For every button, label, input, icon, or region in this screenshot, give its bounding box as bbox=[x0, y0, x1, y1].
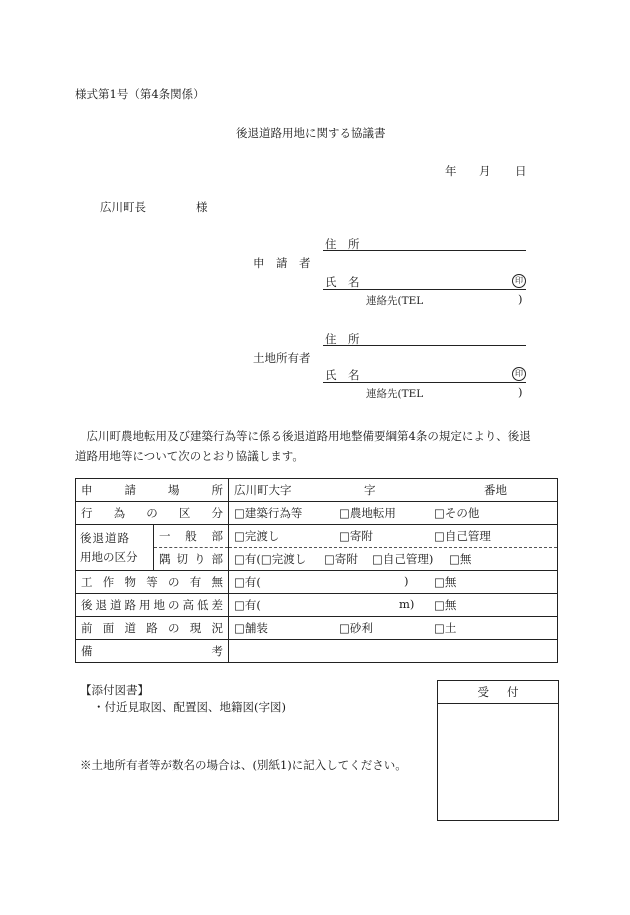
owner-seal-mark: 印 bbox=[512, 367, 526, 381]
date-day-label: 日 bbox=[515, 164, 527, 178]
structures-options-cell bbox=[229, 571, 558, 594]
applicant-name-line bbox=[323, 289, 526, 290]
table-row-height-diff bbox=[76, 594, 558, 617]
date-year-label: 年 bbox=[445, 164, 457, 178]
table-row-action bbox=[76, 502, 558, 525]
location-label-cell bbox=[76, 479, 229, 502]
road-option-gravel[interactable]: □砂利 bbox=[339, 621, 373, 635]
location-value-cell bbox=[229, 479, 558, 502]
applicant-seal-mark: 印 bbox=[512, 274, 526, 288]
structures-option-yes[interactable]: □有( bbox=[234, 575, 261, 589]
table-row-road-condition bbox=[76, 617, 558, 640]
remarks-label: 備 考 bbox=[81, 644, 223, 658]
remarks-value-cell[interactable] bbox=[229, 640, 558, 663]
general-options-cell bbox=[229, 525, 558, 548]
location-label: 申 請 場 所 bbox=[81, 483, 223, 497]
applicant-contact-label: 連絡先(TEL bbox=[366, 295, 424, 307]
corner-label: 隅 切 り 部 bbox=[159, 552, 223, 566]
owner-name-label: 氏 名 bbox=[325, 368, 360, 382]
date-month-label: 月 bbox=[479, 164, 491, 178]
road-option-soil[interactable]: □土 bbox=[434, 621, 457, 635]
document-title: 後退道路用地に関する協議書 bbox=[236, 126, 386, 140]
attachments-items: ・付近見取図、配置図、地籍図(字図) bbox=[93, 700, 286, 714]
applicant-label: 申 請 者 bbox=[253, 256, 311, 270]
owner-label: 土地所有者 bbox=[253, 351, 311, 365]
height-diff-options-cell bbox=[229, 594, 558, 617]
height-diff-unit: m) bbox=[399, 597, 415, 611]
corner-option-no[interactable]: □無 bbox=[449, 552, 472, 566]
action-label-cell bbox=[76, 502, 229, 525]
general-option-donation[interactable]: □寄附 bbox=[339, 529, 373, 543]
receipt-box bbox=[437, 680, 559, 821]
applicant-address-label: 住 所 bbox=[325, 237, 360, 251]
location-town-label: 広川町大字 bbox=[234, 483, 292, 497]
location-aza-label: 字 bbox=[364, 483, 376, 497]
receipt-header: 受付 bbox=[438, 681, 558, 704]
application-table bbox=[75, 478, 558, 663]
action-option-other[interactable]: □その他 bbox=[434, 506, 480, 520]
table-row-location bbox=[76, 479, 558, 502]
addressee-name: 広川町長 bbox=[100, 200, 146, 214]
action-label: 行 為 の 区 分 bbox=[81, 506, 223, 520]
classification-label-line1: 後退道路 bbox=[80, 530, 130, 545]
body-paragraph: 広川町農地転用及び建築行為等に係る後退道路用地整備要綱第4条の規定により、後退道路用地等について次のとおり協議します。 bbox=[75, 429, 531, 463]
classification-label-cell bbox=[76, 525, 154, 571]
corner-options-cell bbox=[229, 548, 558, 571]
owner-address-label: 住 所 bbox=[325, 332, 360, 346]
location-banchi-label: 番地 bbox=[484, 483, 507, 497]
owner-address-line bbox=[323, 345, 526, 346]
structures-label-cell bbox=[76, 571, 229, 594]
structures-label: 工 作 物 等 の 有 無 bbox=[81, 575, 223, 589]
remarks-label-cell bbox=[76, 640, 229, 663]
height-diff-option-yes[interactable]: □有( bbox=[234, 598, 261, 612]
structures-close-paren: ) bbox=[404, 574, 409, 588]
addressee-honorific: 様 bbox=[196, 200, 208, 214]
owner-contact-label: 連絡先(TEL bbox=[366, 388, 424, 400]
action-option-farmland[interactable]: □農地転用 bbox=[339, 506, 396, 520]
form-number: 様式第1号（第4条関係） bbox=[75, 87, 205, 101]
height-diff-label: 後 退 道 路 用 地 の 高 低 差 bbox=[81, 598, 223, 612]
corner-option-yes-transfer[interactable]: □有(□完渡し bbox=[234, 552, 307, 566]
road-condition-label-cell bbox=[76, 617, 229, 640]
note-text: ※土地所有者等が数名の場合は、(別紙1)に記入してください。 bbox=[80, 758, 407, 772]
action-options-cell bbox=[229, 502, 558, 525]
attachments-heading: 【添付図書】 bbox=[80, 683, 149, 697]
general-label: 一 般 部 bbox=[159, 529, 223, 543]
owner-name-line bbox=[323, 382, 526, 383]
applicant-address-line bbox=[323, 250, 526, 251]
owner-contact-close: ) bbox=[518, 385, 523, 399]
general-option-self-manage[interactable]: □自己管理 bbox=[434, 529, 491, 543]
action-option-building[interactable]: □建築行為等 bbox=[234, 506, 303, 520]
height-diff-label-cell bbox=[76, 594, 229, 617]
general-label-cell bbox=[154, 525, 229, 548]
corner-option-self-manage[interactable]: □自己管理) bbox=[372, 552, 434, 566]
applicant-name-label: 氏 名 bbox=[325, 275, 360, 289]
structures-option-no[interactable]: □無 bbox=[434, 575, 457, 589]
road-option-paved[interactable]: □舗装 bbox=[234, 621, 268, 635]
road-condition-label: 前 面 道 路 の 現 況 bbox=[81, 621, 223, 635]
table-row-general bbox=[76, 525, 558, 548]
applicant-contact-close: ) bbox=[518, 292, 523, 306]
height-diff-option-no[interactable]: □無 bbox=[434, 598, 457, 612]
table-row-structures bbox=[76, 571, 558, 594]
road-condition-options-cell bbox=[229, 617, 558, 640]
classification-label-line2: 用地の区分 bbox=[80, 549, 138, 564]
general-option-transfer[interactable]: □完渡し bbox=[234, 529, 280, 543]
corner-option-donation[interactable]: □寄附 bbox=[324, 552, 358, 566]
corner-label-cell bbox=[154, 548, 229, 571]
table-row-remarks bbox=[76, 640, 558, 663]
